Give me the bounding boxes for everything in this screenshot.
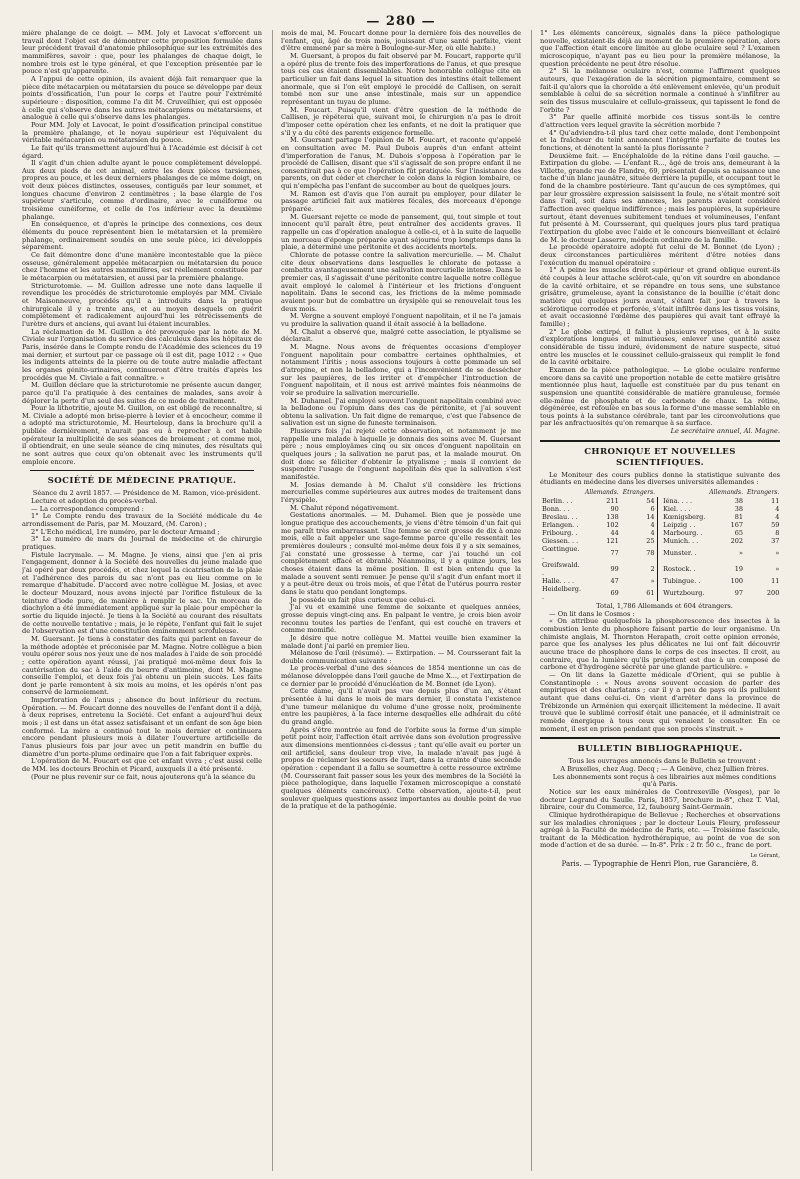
- university-name: Heidelberg. .: [542, 585, 582, 602]
- paragraph: Gestations anormales. — M. Duhamel. Bien que je possède une longue pratique des accouchements, je viens d'être témoin d'un fait qui me paraît très embarrassant. Une femme se croit grosse de dix à onze mois, elle a fait appeler une sage-femme parce qu'elle ressentait les premières douleurs ; consulté moi-même deux fois il y a six semaines, j'ai constaté une grossesse à terme, car j'ai touché un col complètement effacé et ébranlé. Néanmoins, il y a quinze jours, les choses étaient dans la même position. Il est bien entendu que la malade a souvent senti remuer. Je pense qu'il s'agit d'un enfant mort il y a peut-être deux ou trois mois, et que l'état de l'utérus pourra rester dans le statu quo pendant longtemps.: [281, 511, 521, 596]
- paragraph: La réclamation de M. Guillon a été provoquée par la note de M. Civiale sur l'organisation du service des calculeux dans les hôpitaux de Paris, insérée dans le Compte rendu de l'Académie des sciences du 19 mai dernier, et surtout par ce passage où il est dit, page 1012 : « Que les indigents atteints de la pierre ou de toute autre maladie affectant les organes génito-urinaires, continueront d'être traités d'après les procédés que M. Civiale a fait connaître. »: [22, 327, 262, 382]
- header-cell: Etrangers.: [746, 489, 780, 497]
- foreigners-count: 61: [646, 589, 655, 598]
- paragraph: 2° Si la mélanose oculaire n'est, comme l'affirment quelques auteurs, que l'exagération de la sécrétion pigmentaire, comment se fait-il qu'alors que la choroïde a été enlèvement enlevée, qu'un produit semblable à celui de sa sécrétion normale a continué à s'infiltrer au sein des tissus musculaire et cellulo-graisseux, qui tapissent le fond de l'orbite ?: [540, 67, 780, 114]
- paragraph: M. Josias demande à M. Chalut s'il considère les frictions mercurielles comme supérieures aux autres modes de traitement dans l'érysipèle.: [281, 480, 521, 505]
- germans-count: 202: [730, 537, 743, 546]
- column-3: [531, 30, 780, 1171]
- gerant-label: Le Gérant,: [750, 853, 780, 860]
- university-name: Wurtzbourg.: [663, 589, 705, 598]
- paragraph: Je possède un fait plus curieux que celui-ci.: [290, 595, 436, 604]
- column-1: [22, 30, 262, 1171]
- germans-count: 77: [610, 549, 619, 558]
- paragraph: M. Foucart. Puisqu'il vient d'être question de la méthode de Callisen, je répéterai que, suivant moi, le chirurgien n'a pas le droit d'imposer cette opération chez les enfants, et ne doit la pratiquer que s'il y a du côté des parents exigence formelle.: [281, 105, 521, 137]
- university-name: Erlangen. .: [542, 521, 579, 530]
- university-name: Kœnigsberg.: [663, 513, 706, 522]
- paragraph: (Pour ne plus revenir sur ce fait, nous ajouterons qu'à la séance du: [31, 772, 256, 781]
- section-divider: [540, 737, 780, 739]
- paragraph: Stricturotomie. — M. Guillon adresse une note dans laquelle il revendique les procédés de stricturotomie employés par MM. Civiale et Maisonneuve, procédés qu'il a introduits dans la pratique chirurgicale il y a trente ans, et au moyen desquels on guérit complètement et radicalement aujourd'hui les rétrécissements de l'urètre durs et anciens, qui avant lui étaient incurables.: [22, 281, 262, 328]
- germans-count: 69: [610, 589, 619, 598]
- paragraph: Fistule lacrymale. — M. Magne. Je viens, ainsi que j'en ai pris l'engagement, donner à la Société des nouvelles du jeune malade que j'ai opéré par deux procédés, et chez lequel la cicatrisation de la plaie et l'adhérence des parois du sac n'ont pas eu lieu comme on le remarque d'habitude. D'accord avec notre collègue M. Josias, et avec le docteur Mouzard, nous avons injecté par l'orifice fistuleux de la teinture d'iode pure, de manière à remplir le sac. Un morceau de diachylon a été immédiatement appliqué sur la plaie pour empêcher la sortie du liquide injecté. Je tiens à la Société au courant des résultats de cette nouvelle tentative ; mais, je le répète, l'enfant qui fait le sujet de l'observation est d'une constitution éminemment scrofuleuse.: [22, 550, 262, 636]
- germans-count: 90: [610, 505, 619, 514]
- germans-count: 99: [610, 565, 619, 574]
- paragraph: M. Ramon est d'avis que l'on aurait pu employer, pour dilater le passage artificiel fait aux matières fécales, des morceaux d'éponge préparée.: [281, 189, 521, 214]
- paragraph: Après s'être montrée au fond de l'orbite sous la forme d'un simple petit point noir, l'affection était arrivée dans son évolution progressive aux dimensions mentionnées ci-dessus ; tant qu'elle avait eu porter un œil artificiel, sans douleur trop vive, la malade n'avait pas jugé à propos de réclamer les secours de l'art, dans la crainte d'une seconde opération : cependant il a fallu se soumettre à cette ressource extrême (M. Coursserant fait passer sous les yeux des membres de la Société la pièce pathologique, dans laquelle l'examen microscopique a constaté quelques éléments cancéreux). Cette observation, ajoute-t-il, peut soulever quelques questions assez importantes au double point de vue de la pratique et de la pathogénie.: [281, 725, 521, 811]
- table-row: [540, 545, 780, 561]
- column-2: [272, 30, 521, 1171]
- germans-count: 19: [734, 565, 743, 574]
- foreigners-count: 37: [771, 537, 780, 546]
- foreigners-count: 6: [650, 505, 655, 514]
- section-divider: [540, 440, 780, 442]
- statistics-total: Total, 1,786 Allemands et 604 étrangers.: [596, 602, 733, 611]
- paragraph: Le procédé opératoire adopté fut celui de M. Bonnet (de Lyon) ; deux circonstances particulières méritent d'être notées dans l'exécution du manuel opératoire :: [540, 243, 780, 267]
- paragraph: M. Guersant rejette ce mode de pansement, qui, tout simple et tout innocent qu'il paraît être, peut entraîner des accidents graves. Il rappelle un cas d'opération analogue à celle-ci, et à la suite de laquelle un morceau d'éponge préparée ayant séjourné trop longtemps dans la plaie, a déterminé une péritonite et des accidents mortels.: [281, 212, 521, 252]
- foreigners-count: 11: [771, 497, 780, 506]
- paragraph: Deuxième fait. — Encéphaloïde de la rétine dans l'œil gauche. — Extirpation du globe. — L'enfant R..., âgé de trois ans, demeurant à la Villette, grande rue de Flandre, 69, présentait depuis sa naissance une tache d'un blanc jaunâtre, située derrière la pupille, et occupant tout le fond de la chambre postérieure. Tant qu'aucun de ces symptômes, qui par leur grossière expression saisissent la foule, ne s'était montré soit dans l'œil, soit dans ses annexes, les parents avaient considéré l'affection avec quelque indifférence ; mais les paupières, la supérieure surtout, étant devenues subitement tendues et volumineuses, l'enfant fut présenté à M. Coursserant, qui quelques jours plus tard pratiqua l'extirpation du globe avec l'aide et le concours bienveillant et éclairé de M. le docteur Lasserre, médecin ordinaire de la famille.: [540, 151, 780, 244]
- header-cell: Etrangers.: [622, 489, 656, 497]
- germans-count: 138: [606, 513, 619, 522]
- university-name: Leipzig . .: [663, 521, 696, 530]
- foreigners-count: 8: [775, 529, 780, 538]
- university-name: Greifswald. .: [542, 561, 580, 578]
- germans-count: 81: [734, 513, 743, 522]
- germans-count: 47: [610, 577, 619, 586]
- paragraph: — On lit dans le Cosmos :: [549, 609, 635, 618]
- paragraph: 1° A peine les muscles droit supérieur et grand oblique eurent-ils été coupés à leur attache sclérot-cale, qu'on vit sourdre en abondance de la cavité orbitaire, et se répandre en tous sens, une substance grisâtre, grumeleuse, ayant la consistance de la bouillie (c'était donc matière qui quelques jours avant, s'étant fait jour à travers la sclérotique corrodée et perforée, s'était infiltrée dans les tissus voisins, et avait occasionné l'œdème des paupières qui avait tant effrayé la famille) ;: [540, 266, 780, 328]
- paragraph: 1° Le Compte rendu des travaux de la Société médicale du 4e arrondissement de Paris, par M. Mouzard, (M. Caron) ;: [22, 512, 262, 529]
- paragraph: — La correspondance comprend :: [31, 504, 144, 513]
- germans-count: 97: [734, 589, 743, 598]
- foreigners-count: 4: [650, 529, 655, 538]
- table-row: [540, 561, 780, 577]
- table-row: [540, 513, 780, 521]
- section-title-chronique: CHRONIQUE ET NOUVELLES SCIENTIFIQUES.: [584, 446, 736, 468]
- university-name: Munich. . .: [663, 537, 699, 546]
- printer-line: Paris. — Typographie de Henri Plon, rue Garancière, 8.: [561, 859, 759, 868]
- table-row: [540, 585, 780, 601]
- foreigners-count: 4: [650, 521, 655, 530]
- section-divider: [30, 470, 254, 471]
- paragraph: Le fait qu'ils transmettent aujourd'hui à l'Académie est décisif à cet égard.: [22, 143, 262, 160]
- header-cell: [661, 489, 707, 497]
- paragraph: M. Guersant. Je tiens à constater des faits qui parlent en faveur de la méthode adoptée et préconisée par M. Magne. Notre collègue a bien voulu opérer sous nos yeux une de nos malades à l'aide de son procédé ; cette opération ayant réussi, j'ai pratiqué moi-même deux fois la cautérisation du sac à l'aide du beurre d'antimoine, dont M. Magne conseille l'emploi, et deux fois j'ai obtenu un plein succès. Les faits dont je parle remontent à six mois au moins, et les opérés n'ont pas conservé de larmoiement.: [22, 634, 262, 697]
- paragraph: Imperforation de l'anus ; absence du bout inférieur du rectum. Opération. — M. Foucart donne des nouvelles de l'enfant dont il a déjà, à deux reprises, entretenu la Société. Cet enfant a aujourd'hui deux mois ; il est dans un état assez satisfaisant et un enfant de son âge bien conformé. La mère a continué tout le mois dernier et continuera encore pendant plusieurs mois à dilater l'ouverture artificielle de l'anus plusieurs fois par jour avec un petit mandrin en buffle du diamètre d'un porte-plume ordinaire que l'on a fait fabriquer exprès.: [22, 696, 262, 758]
- germans-count: 100: [730, 577, 743, 586]
- paragraph: Le Moniteur des cours publics donne la statistique suivante des étudiants en médecine dans les diverses universités allemandes :: [540, 470, 780, 487]
- foreigners-count: 54: [646, 497, 655, 506]
- paragraph: Lecture et adoption du procès-verbal.: [31, 497, 158, 506]
- foreigners-count: 78: [646, 549, 655, 558]
- foreigners-count: 4: [775, 505, 780, 514]
- paragraph: Le procès-verbal d'une des séances de 1854 mentionne un cas de mélanose développée dans l'œil gauche de Mme X..., et l'extirpation de ce dernier par le procédé d'énucléation de M. Bonnet (de Lyon).: [281, 664, 521, 688]
- header-cell: Allemands.: [585, 489, 619, 497]
- paragraph: M. Guersant, à propos du fait observé par M. Foucart, rapporte qu'il a opéré plus de trente fois des imperforations de l'anus, et que presque tous ces cas étaient dissemblables. Notre honorable collègue cite en particulier un fait dans lequel la situation des intestins était tellement anormale, que si l'on eût employé le procédé de Callisen, on serait tombé non sur une anse intestinale, mais sur un appendice représentant un tuyau de plume.: [281, 51, 521, 106]
- paragraph: 4° Qu'adviendra-t-il plus tard chez cette malade, dont l'embonpoint et la fraîcheur du teint annoncent l'intégrité parfaite de toutes les fonctions, et dénotent la santé la plus florissante ?: [540, 128, 780, 152]
- table-row: [540, 537, 780, 545]
- table-row: [540, 521, 780, 529]
- paragraph: M. Chalut répond négativement.: [290, 503, 399, 512]
- foreigners-count: 11: [771, 577, 780, 586]
- foreigners-count: 2: [650, 565, 655, 574]
- paragraph: M. Duhamel. J'ai employé souvent l'onguent napolitain combiné avec la belladone ou l'opium dans des cas de péritonite, et j'ai souvent obtenu la salivation. Un fait digne de remarque, c'est que l'absence de salivation est un signe de funeste terminaison.: [281, 396, 521, 428]
- paragraph: Chlorate de potasse contre la salivation mercurielle. — M. Chalut cite deux observations dans lesquelles le chlorate de potasse a combattu avantageusement une salivation mercurielle intense. Dans le premier cas, il s'agissait d'une péritonite contre laquelle notre collègue avait employé le calomel à l'intérieur et les frictions d'onguent napolitain. Dans le second cas, les frictions de la même pommade avaient pour but de combattre un érysipèle qui se renouvelait tous les deux mois.: [281, 251, 521, 313]
- paragraph: 2° Le globe extirpé, il fallut à plusieurs reprises, et à la suite d'explorations longues et minutieuses, enlever une quantité assez considérable de tissu induré, évidemment de nature suspecte, situé entre les muscles et le coussinet cellulo-graisseux qui remplit le fond de la cavité orbitaire.: [540, 327, 780, 367]
- paragraph: M. Magne. Nous avons de fréquentes occasions d'employer l'onguent napolitain pour combattre certaines ophthalmies, et notamment l'iritis ; nous associons toujours à cette pommade un sel d'atropine, et non la belladone, qui a l'inconvénient de se dessécher sur les paupières, de les irriter et d'empêcher l'introduction de l'onguent napolitain, et il nous est arrivé maintes fois néanmoins de voir se produire la salivation mercurielle.: [281, 342, 521, 397]
- section-title-bulletin: BULLETIN BIBLIOGRAPHIQUE.: [577, 744, 743, 755]
- table-row: [540, 577, 780, 585]
- paragraph: Cette dame, qu'il n'avait pas vue depuis plus d'un an, s'étant présentée à lui dans le mois de mars dernier, il constata l'existence d'une tumeur mélanique du volume d'une grosse noix, proéminente entre les paupières, à la face interne desquelles elle adhérait du côté du grand angle.: [281, 687, 521, 727]
- header-cell: Allemands.: [709, 489, 743, 497]
- paragraph: Examen de la pièce pathologique. — Le globe oculaire renferme encore dans sa cavité une proportion notable de cette matière grisâtre mentionnée plus haut, laquelle est constituée par du pus tenant en suspension une quantité considérable de matière granuleuse, formée elle-même de phosphate et de carbonate de chaux. La rétine, dégénérée, est refoulée en bas sous la forme d'une masse semblable en tous points à la substance cérébrale, tant par les circonvolutions que par les anfractuosités qu'on remarque à sa surface.: [540, 365, 780, 428]
- table-header-row: [540, 489, 780, 497]
- university-name: Marbourg. .: [663, 529, 703, 538]
- paragraph: L'opération de M. Foucart est que cet enfant vivra ; c'est aussi celle de MM. les docteurs Brochin et Picard, auxquels il a été présenté.: [22, 757, 262, 774]
- foreigners-count: 59: [771, 521, 780, 530]
- paragraph: 1° Les éléments cancéreux, signalés dans la pièce pathologique nouvelle, existaient-ils déjà au moment de la première opération, alors que l'affection était encore limitée au globe oculaire seul ? L'examen microscopique, n'ayant pas eu lieu pour la première mélanose, la question précédente ne peut être résolue.: [540, 30, 780, 68]
- paragraph: mois de mai, M. Foucart donne pour la dernière fois des nouvelles de l'enfant, qui, âgé de trois mois, jouissant d'une santé parfaite, vient d'être emmené par sa mère à Boulogne-sur-Mer, où elle habite.): [281, 30, 521, 53]
- paragraph: A l'appui de cette opinion, ils avaient déjà fait remarquer que la pièce dite métacarpien ou métatarsien du pouce se développe par deux points d'ossification, l'un pour le corps et l'autre pour l'extrémité supérieure : disposition, comme l'a dit M. Cruveilhier, qui est opposée à celle qui s'observe dans les autres métacarpiens ou métatarsiens, et analogue à celle qui s'observe dans les phalanges.: [22, 74, 262, 122]
- paragraph: « On attribue quelquefois la phosphorescence des insectes à la combustion lente du phosphore faisant partie de leur organisme. Un chimiste anglais, M. Thornton Herapath, croit cette opinion erronée, parce que les analyses les plus délicates ne lui ont fait découvrir aucune trace de phosphore dans le corps de ces insectes. Il croit, au contraire, que la lumière qu'ils projettent est due à un composé de carbone et d'hydrogène sécrété par une glande particulière. »: [540, 617, 780, 672]
- foreigners-count: »: [775, 565, 780, 574]
- paragraph: 3° Par quelle affinité morbide ces tissus sont-ils le centre d'attraction vers lequel gravite la sécrétion morbide ?: [540, 113, 780, 129]
- foreigners-count: »: [650, 577, 655, 586]
- header-cell: [540, 489, 583, 497]
- university-name: Rostock. .: [663, 565, 696, 574]
- paragraph: M. Vergne a souvent employé l'onguent napolitain, et il ne l'a jamais vu produire la salivation quand il était associé à la belladone.: [281, 312, 521, 328]
- paragraph: Pour MM. Joly et Lavocat, le point d'ossification principal constitue la première phalange, et le noyau supérieur est l'équivalent du véritable métacarpien ou métatarsien du pouce.: [22, 120, 262, 145]
- university-name: Gœttingue. .: [542, 545, 580, 562]
- bibliography-entry: Notice sur les eaux minérales de Contrexeville (Vosges), par le docteur Legrand du Saulle. Paris, 1857, brochure in-8°, chez T. Vial, libraire, cour du Commerce, 12, faubourg Saint-Germain.: [540, 787, 780, 812]
- student-statistics-table: [540, 489, 780, 601]
- paragraph: 2° L'Echo médical, 1re numéro, par le docteur Armand ;: [31, 527, 220, 536]
- foreigners-count: 25: [646, 537, 655, 546]
- university-name: Fribourg. .: [542, 529, 578, 538]
- paragraph: Je désire que notre collègue M. Mattei veuille bien examiner la malade dont j'ai parlé en premier lieu.: [281, 633, 521, 650]
- university-name: Kiel. . . .: [663, 505, 691, 514]
- table-row: [540, 497, 780, 505]
- paragraph: mière phalange de ce doigt. — MM. Joly et Lavocat s'efforcent un travail dont l'objet est de démontrer cette proposition formulée dans leur précédent travail d'anatomie philosophique sur les extrémités des mammifères, savoir : que, pour les phalanges de chaque doigt, le nombre trois est le type général, et que l'exception présentée par le pouce n'est qu'apparente.: [22, 30, 262, 76]
- columns: [22, 30, 780, 1171]
- germans-count: 211: [606, 497, 619, 506]
- table-row: [540, 505, 780, 513]
- germans-count: 102: [606, 521, 619, 530]
- university-name: Giessen. . .: [542, 537, 579, 546]
- germans-count: 38: [734, 497, 743, 506]
- germans-count: 121: [606, 537, 619, 546]
- paragraph: M. Chalut a observé que, malgré cette association, le ptyalisme se déclarait.: [281, 327, 521, 344]
- paragraph: Pour la lithotritie, ajoute M. Guillon, on est obligé de reconnaître, si M. Civiale a adopté mon brise-pierre à levier et à encocheur, comme il a adopté ma stricturotomie, M. Heurteloup, dans la brochure qu'il a publiée dernièrement, n'aurait pas eu à reprocher à cet habile opérateur la multiplicité de ses séances de broiement ; et comme moi, il obtiendrait, en une seule séance de cinq minutes, des résultats qui ne sont autres que ceux qu'on obtenait avec les instruments qu'il emploie encore.: [22, 404, 262, 466]
- table-row: [540, 529, 780, 537]
- university-name: Berlin. . .: [542, 497, 573, 506]
- university-name: Iéna. . . .: [663, 497, 693, 506]
- paragraph: J'ai vu et examiné une femme de soixante et quelques années, grosse depuis vingt-cinq ans. En palpant le ventre, je crois bien avoir reconnu toutes les parties de l'enfant, qui est couché en travers et comme momifié.: [281, 603, 521, 635]
- session-line: Séance du 2 avril 1857. — Présidence de M. Ramon, vice-président.: [32, 489, 261, 498]
- paragraph: Ce fait démontre donc d'une manière incontestable que la pièce osseuse, généralement appelée métacarpien ou métatarsien du pouce chez l'homme et les autres mammifères, est réellement constituée par le métacarpien ou métatarsien, et aussi par la première phalange.: [22, 251, 262, 282]
- germans-count: 38: [734, 505, 743, 514]
- germans-count: 167: [730, 521, 743, 530]
- bibliography-entry: Clinique hydrothérapique de Bellevue ; Recherches et observations sur les maladies chroniques ; par le docteur Louis Fleury, professeur agrégé à la Faculté de médecine de Paris, etc. — Troisième fascicule, traitant de la Médication hydrothérapique, au point de vue de son mode d'action et de sa durée. — In-8°. Prix : 2 fr. 50 c., franc de port.: [540, 810, 780, 850]
- paragraph: — On lit dans la Gazette médicale d'Orient, qui se publie à Constantinople : « Nous avons souvent occasion de parler des empiriques et des charlatans ; car il y a peu de pays où ils pullulent autant que dans celui-ci. On vient d'arrêter dans la province de Trébizonde un Arménien qui exerçait illicitement la médecine. Il avait trouvé que le sublimé corrosif était une panacée, et il administrait ce remède énergique à tous ceux qui venaient le consulter. En ce moment, il est en prison pendant que son procès s'instruit. »: [540, 671, 780, 733]
- paragraph: En conséquence, et d'après le principe des connexions, ces deux éléments du pouce représentent bien le métatarsien et la première phalange, ordinairement soudés en une seule pièce, ici développés séparément.: [22, 220, 262, 252]
- imprint: [540, 853, 780, 868]
- foreigners-count: »: [775, 549, 780, 558]
- page-number: — 280 —: [366, 14, 436, 29]
- bulletin-note: Les abonnements sont reçus à ces librairies aux mêmes conditions qu'à Paris.: [552, 772, 777, 789]
- section-title-societe: SOCIÉTÉ DE MÉDECINE PRATIQUE.: [47, 476, 237, 487]
- university-name: Breslau. . .: [542, 513, 578, 522]
- secretary-signature: Le secrétaire annuel, Al. Magne.: [670, 427, 780, 436]
- paragraph: M. Guersant partage l'opinion de M. Foucart, et raconte qu'appelé en consultation avec M. Paul Dubois auprès d'un enfant atteint d'imperforation de l'anus, M. Dubois s'opposa à l'opération par le procédé de Callisen, disant que s'il s'agissait de son propre enfant il ne consentirait pas à ce que l'opération fût pratiquée. Sur l'insistance des parents, on dut céder et chercher le colon dans la région lombaire, ce qui n'empêcha pas l'enfant de succomber au bout de quelques jours.: [281, 136, 521, 191]
- paragraph: Il s'agit d'un chien adulte ayant le pouce complètement développé. Aux deux pieds de cet animal, entre les deux pièces tarsiennes, propres au pouce, et les deux derniers phalanges de ce même doigt, on voit deux pièces distinctes, osseuses, contiguës par leur sommet, et longues chacune d'environ 2 centimètres ; la base élargie de l'os supérieur s'articule, comme d'ordinaire, avec le cunéiforme ou troisième cunéiforme, et celle de l'os inférieur avec la deuxième phalange.: [22, 159, 262, 221]
- germans-count: 44: [610, 529, 619, 538]
- bulletin-note: A Bruxelles, chez Aug. Decq ; — A Genève, chez Jullien frères.: [560, 764, 769, 773]
- paragraph: Mélanose de l'œil (résumé). — Extirpation. — M. Coursserant fait la double communication suivante :: [281, 649, 521, 665]
- university-name: Halle. . . .: [542, 577, 575, 586]
- paragraph: 3° Le numéro de mars du Journal de médecine et de chirurgie pratiques.: [22, 535, 262, 551]
- germans-count: 65: [734, 529, 743, 538]
- foreigners-count: 200: [766, 589, 780, 598]
- foreigners-count: 14: [646, 513, 655, 522]
- paragraph: Plusieurs fois j'ai rejeté cette observation, et notamment je me rappelle une malade à laquelle je donnais des soins avec M. Guersant père ; nous employâmes cinq ou six onces d'onguent napolitain en quelques jours ; la salivation ne parut pas, et la malade mourut. On doit donc se féliciter d'obtenir le ptyalisme ; mais il convient de suspendre l'usage de l'onguent napolitain dès que la salivation s'est manifestée.: [281, 427, 521, 482]
- germans-count: »: [739, 549, 743, 558]
- university-name: Bonn. . .: [542, 505, 570, 514]
- foreigners-count: 4: [775, 513, 780, 522]
- bulletin-note: Tous les ouvrages annoncés dans le Bulletin se trouvent :: [568, 757, 761, 766]
- university-name: Munster. .: [663, 549, 697, 558]
- university-name: Tubingue. .: [663, 577, 701, 586]
- paragraph: M. Guillon déclare que la stricturotomie ne présente aucun danger, parce qu'il l'a pratiquée à des centaines de malades, sans avoir à déplorer la perte d'un seul des suites de ce mode de traitement.: [22, 381, 262, 405]
